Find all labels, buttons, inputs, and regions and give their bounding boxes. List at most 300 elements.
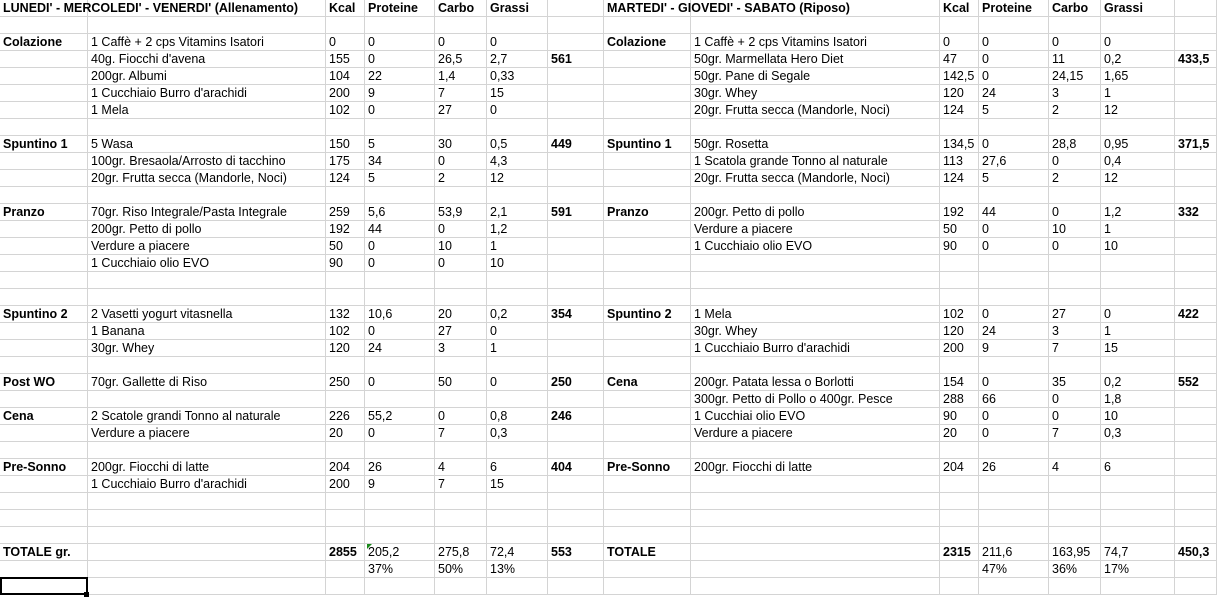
left-fat-cell[interactable]: 2,7: [487, 51, 548, 68]
grid-cell[interactable]: [0, 340, 88, 357]
left-total-protein[interactable]: 205,2: [365, 544, 435, 561]
grid-cell[interactable]: [1175, 323, 1217, 340]
right-food-cell[interactable]: 30gr. Whey: [691, 323, 940, 340]
left-food-cell[interactable]: 2 Scatole grandi Tonno al naturale: [88, 408, 326, 425]
left-carb-cell[interactable]: 30: [435, 136, 487, 153]
left-protein-cell[interactable]: 0: [365, 238, 435, 255]
grid-cell[interactable]: [365, 493, 435, 510]
grid-cell[interactable]: [88, 544, 326, 561]
left-fat-cell[interactable]: 0,8: [487, 408, 548, 425]
right-carb-cell[interactable]: 0: [1049, 408, 1101, 425]
left-food-cell[interactable]: 1 Cucchiaio olio EVO: [88, 255, 326, 272]
left-kcal-cell[interactable]: 200: [326, 476, 365, 493]
grid-cell[interactable]: [1101, 476, 1175, 493]
grid-cell[interactable]: [365, 289, 435, 306]
left-food-cell[interactable]: 70gr. Gallette di Riso: [88, 374, 326, 391]
grid-cell[interactable]: [548, 527, 604, 544]
grid-cell[interactable]: [487, 578, 548, 595]
right-protein-cell[interactable]: 5: [979, 170, 1049, 187]
right-protein-cell[interactable]: 9: [979, 340, 1049, 357]
left-protein-cell[interactable]: 24: [365, 340, 435, 357]
grid-cell[interactable]: [0, 493, 88, 510]
left-protein-cell[interactable]: 0: [365, 102, 435, 119]
grid-cell[interactable]: [1175, 255, 1217, 272]
grid-cell[interactable]: [1175, 153, 1217, 170]
left-fat-cell[interactable]: 0: [487, 34, 548, 51]
grid-cell[interactable]: [691, 442, 940, 459]
grid-cell[interactable]: [604, 527, 691, 544]
right-meal-label[interactable]: Pranzo: [604, 204, 691, 221]
grid-cell[interactable]: [604, 238, 691, 255]
right-kcal-cell[interactable]: 124: [940, 102, 979, 119]
left-food-cell[interactable]: 200gr. Petto di pollo: [88, 221, 326, 238]
grid-cell[interactable]: [1175, 85, 1217, 102]
right-food-cell[interactable]: 200gr. Petto di pollo: [691, 204, 940, 221]
right-carb-cell[interactable]: 2: [1049, 102, 1101, 119]
grid-cell[interactable]: [691, 476, 940, 493]
left-pct-protein[interactable]: 37%: [365, 561, 435, 578]
grid-cell[interactable]: [487, 391, 548, 408]
grid-cell[interactable]: [88, 442, 326, 459]
right-kcal-cell[interactable]: 47: [940, 51, 979, 68]
grid-cell[interactable]: [0, 442, 88, 459]
left-meal-label[interactable]: Spuntino 1: [0, 136, 88, 153]
grid-cell[interactable]: [548, 85, 604, 102]
right-fat-cell[interactable]: 15: [1101, 340, 1175, 357]
right-kcal-cell[interactable]: 90: [940, 408, 979, 425]
left-title-cell[interactable]: LUNEDI' - MERCOLEDI' - VENERDI' (Allenamento): [0, 0, 326, 17]
grid-cell[interactable]: [1175, 0, 1217, 17]
left-kcal-cell[interactable]: 200: [326, 85, 365, 102]
right-pct-carb[interactable]: 36%: [1049, 561, 1101, 578]
grid-cell[interactable]: [365, 187, 435, 204]
grid-cell[interactable]: [604, 391, 691, 408]
grid-cell[interactable]: [365, 527, 435, 544]
grid-cell[interactable]: [691, 357, 940, 374]
left-fat-cell[interactable]: 1,2: [487, 221, 548, 238]
grid-cell[interactable]: [0, 255, 88, 272]
grid-cell[interactable]: [0, 476, 88, 493]
left-fat-cell[interactable]: 0,3: [487, 425, 548, 442]
right-total-carb[interactable]: 163,95: [1049, 544, 1101, 561]
left-protein-cell[interactable]: 0: [365, 51, 435, 68]
right-protein-cell[interactable]: 0: [979, 136, 1049, 153]
left-meal-label[interactable]: Spuntino 2: [0, 306, 88, 323]
left-meal-total-cell[interactable]: 561: [548, 51, 604, 68]
left-fat-cell[interactable]: 4,3: [487, 153, 548, 170]
left-protein-cell[interactable]: 34: [365, 153, 435, 170]
grid-cell[interactable]: [1175, 391, 1217, 408]
grid-cell[interactable]: [435, 493, 487, 510]
fill-handle[interactable]: [84, 592, 89, 597]
right-carb-cell[interactable]: 3: [1049, 323, 1101, 340]
grid-cell[interactable]: [604, 408, 691, 425]
right-carb-cell[interactable]: 10: [1049, 221, 1101, 238]
grid-cell[interactable]: [1101, 119, 1175, 136]
left-carb-cell[interactable]: 3: [435, 340, 487, 357]
grid-cell[interactable]: [0, 391, 88, 408]
left-meal-total-cell[interactable]: 354: [548, 306, 604, 323]
grid-cell[interactable]: [548, 442, 604, 459]
grid-cell[interactable]: [604, 153, 691, 170]
left-carb-cell[interactable]: 1,4: [435, 68, 487, 85]
grid-cell[interactable]: [548, 34, 604, 51]
left-pct-fat[interactable]: 13%: [487, 561, 548, 578]
left-meal-total-cell[interactable]: 246: [548, 408, 604, 425]
left-food-cell[interactable]: 70gr. Riso Integrale/Pasta Integrale: [88, 204, 326, 221]
grid-cell[interactable]: [548, 357, 604, 374]
right-protein-cell[interactable]: 0: [979, 374, 1049, 391]
left-kcal-cell[interactable]: 226: [326, 408, 365, 425]
right-food-cell[interactable]: 50gr. Pane di Segale: [691, 68, 940, 85]
grid-cell[interactable]: [0, 323, 88, 340]
left-kcal-cell[interactable]: 102: [326, 102, 365, 119]
left-total-average[interactable]: 553: [548, 544, 604, 561]
grid-cell[interactable]: [548, 255, 604, 272]
left-meal-label[interactable]: Colazione: [0, 34, 88, 51]
grid-cell[interactable]: [604, 255, 691, 272]
left-total-carb[interactable]: 275,8: [435, 544, 487, 561]
left-kcal-cell[interactable]: 132: [326, 306, 365, 323]
right-header-grassi[interactable]: Grassi: [1101, 0, 1175, 17]
left-carb-cell[interactable]: 0: [435, 34, 487, 51]
grid-cell[interactable]: [326, 510, 365, 527]
grid-cell[interactable]: [1175, 357, 1217, 374]
grid-cell[interactable]: [548, 68, 604, 85]
left-meal-label[interactable]: Post WO: [0, 374, 88, 391]
left-protein-cell[interactable]: 0: [365, 425, 435, 442]
grid-cell[interactable]: [1175, 578, 1217, 595]
left-carb-cell[interactable]: 2: [435, 170, 487, 187]
right-carb-cell[interactable]: 0: [1049, 391, 1101, 408]
grid-cell[interactable]: [1175, 408, 1217, 425]
grid-cell[interactable]: [604, 561, 691, 578]
grid-cell[interactable]: [548, 102, 604, 119]
grid-cell[interactable]: [1175, 493, 1217, 510]
grid-cell[interactable]: [365, 272, 435, 289]
grid-cell[interactable]: [604, 85, 691, 102]
right-header-kcal[interactable]: Kcal: [940, 0, 979, 17]
grid-cell[interactable]: [604, 340, 691, 357]
left-total-label[interactable]: TOTALE gr.: [0, 544, 88, 561]
right-food-cell[interactable]: 1 Mela: [691, 306, 940, 323]
left-carb-cell[interactable]: 7: [435, 85, 487, 102]
right-fat-cell[interactable]: 0,2: [1101, 51, 1175, 68]
right-meal-label[interactable]: Spuntino 2: [604, 306, 691, 323]
right-pct-fat[interactable]: 17%: [1101, 561, 1175, 578]
grid-cell[interactable]: [548, 476, 604, 493]
grid-cell[interactable]: [365, 119, 435, 136]
grid-cell[interactable]: [691, 272, 940, 289]
left-meal-total-cell[interactable]: 591: [548, 204, 604, 221]
left-fat-cell[interactable]: 0,33: [487, 68, 548, 85]
left-kcal-cell[interactable]: 102: [326, 323, 365, 340]
grid-cell[interactable]: [0, 51, 88, 68]
right-carb-cell[interactable]: 0: [1049, 153, 1101, 170]
right-fat-cell[interactable]: 0,2: [1101, 374, 1175, 391]
grid-cell[interactable]: [326, 357, 365, 374]
left-kcal-cell[interactable]: 150: [326, 136, 365, 153]
right-fat-cell[interactable]: 1,8: [1101, 391, 1175, 408]
grid-cell[interactable]: [604, 221, 691, 238]
left-fat-cell[interactable]: 0: [487, 323, 548, 340]
right-food-cell[interactable]: 200gr. Fiocchi di latte: [691, 459, 940, 476]
grid-cell[interactable]: [1101, 187, 1175, 204]
right-kcal-cell[interactable]: 142,5: [940, 68, 979, 85]
grid-cell[interactable]: [548, 323, 604, 340]
grid-cell[interactable]: [548, 493, 604, 510]
left-protein-cell[interactable]: 0: [365, 323, 435, 340]
grid-cell[interactable]: [487, 442, 548, 459]
grid-cell[interactable]: [1049, 442, 1101, 459]
grid-cell[interactable]: [435, 510, 487, 527]
left-protein-cell[interactable]: 26: [365, 459, 435, 476]
grid-cell[interactable]: [326, 289, 365, 306]
right-protein-cell[interactable]: 44: [979, 204, 1049, 221]
grid-cell[interactable]: [548, 510, 604, 527]
grid-cell[interactable]: [604, 442, 691, 459]
left-kcal-cell[interactable]: 259: [326, 204, 365, 221]
grid-cell[interactable]: [979, 476, 1049, 493]
right-protein-cell[interactable]: 26: [979, 459, 1049, 476]
grid-cell[interactable]: [548, 238, 604, 255]
grid-cell[interactable]: [940, 17, 979, 34]
left-carb-cell[interactable]: 10: [435, 238, 487, 255]
left-meal-label[interactable]: Cena: [0, 408, 88, 425]
grid-cell[interactable]: [1101, 510, 1175, 527]
grid-cell[interactable]: [1175, 476, 1217, 493]
grid-cell[interactable]: [487, 272, 548, 289]
right-food-cell[interactable]: 30gr. Whey: [691, 85, 940, 102]
grid-cell[interactable]: [1175, 187, 1217, 204]
grid-cell[interactable]: [979, 357, 1049, 374]
right-protein-cell[interactable]: 0: [979, 221, 1049, 238]
grid-cell[interactable]: [548, 425, 604, 442]
grid-cell[interactable]: [365, 510, 435, 527]
grid-cell[interactable]: [88, 391, 326, 408]
left-kcal-cell[interactable]: 90: [326, 255, 365, 272]
grid-cell[interactable]: [940, 527, 979, 544]
grid-cell[interactable]: [1049, 527, 1101, 544]
grid-cell[interactable]: [0, 170, 88, 187]
right-carb-cell[interactable]: 0: [1049, 34, 1101, 51]
grid-cell[interactable]: [0, 272, 88, 289]
right-kcal-cell[interactable]: 200: [940, 340, 979, 357]
right-fat-cell[interactable]: 0,3: [1101, 425, 1175, 442]
left-protein-cell[interactable]: 9: [365, 85, 435, 102]
grid-cell[interactable]: [365, 357, 435, 374]
grid-cell[interactable]: [548, 561, 604, 578]
right-protein-cell[interactable]: 0: [979, 68, 1049, 85]
grid-cell[interactable]: [1175, 527, 1217, 544]
grid-cell[interactable]: [326, 442, 365, 459]
grid-cell[interactable]: [1175, 17, 1217, 34]
grid-cell[interactable]: [1175, 221, 1217, 238]
grid-cell[interactable]: [548, 391, 604, 408]
grid-cell[interactable]: [940, 476, 979, 493]
left-food-cell[interactable]: 1 Cucchiaio Burro d'arachidi: [88, 476, 326, 493]
grid-cell[interactable]: [487, 357, 548, 374]
left-kcal-cell[interactable]: 204: [326, 459, 365, 476]
grid-cell[interactable]: [0, 221, 88, 238]
grid-cell[interactable]: [548, 0, 604, 17]
left-fat-cell[interactable]: 10: [487, 255, 548, 272]
grid-cell[interactable]: [604, 289, 691, 306]
right-food-cell[interactable]: 1 Cucchiaio Burro d'arachidi: [691, 340, 940, 357]
right-header-carbo[interactable]: Carbo: [1049, 0, 1101, 17]
grid-cell[interactable]: [88, 493, 326, 510]
left-protein-cell[interactable]: 10,6: [365, 306, 435, 323]
right-carb-cell[interactable]: 0: [1049, 238, 1101, 255]
left-food-cell[interactable]: 200gr. Fiocchi di latte: [88, 459, 326, 476]
grid-cell[interactable]: [1101, 442, 1175, 459]
left-protein-cell[interactable]: 22: [365, 68, 435, 85]
grid-cell[interactable]: [1175, 102, 1217, 119]
grid-cell[interactable]: [1049, 187, 1101, 204]
right-pct-protein[interactable]: 47%: [979, 561, 1049, 578]
right-meal-label[interactable]: Cena: [604, 374, 691, 391]
left-fat-cell[interactable]: 1: [487, 340, 548, 357]
grid-cell[interactable]: [548, 119, 604, 136]
grid-cell[interactable]: [604, 119, 691, 136]
grid-cell[interactable]: [548, 578, 604, 595]
right-total-fat[interactable]: 74,7: [1101, 544, 1175, 561]
left-food-cell[interactable]: 40g. Fiocchi d'avena: [88, 51, 326, 68]
grid-cell[interactable]: [0, 17, 88, 34]
grid-cell[interactable]: [548, 289, 604, 306]
right-carb-cell[interactable]: 11: [1049, 51, 1101, 68]
grid-cell[interactable]: [326, 391, 365, 408]
right-fat-cell[interactable]: 1,65: [1101, 68, 1175, 85]
right-meal-label[interactable]: Colazione: [604, 34, 691, 51]
left-protein-cell[interactable]: 0: [365, 34, 435, 51]
grid-cell[interactable]: [0, 289, 88, 306]
right-protein-cell[interactable]: 0: [979, 34, 1049, 51]
grid-cell[interactable]: [940, 187, 979, 204]
grid-cell[interactable]: [604, 578, 691, 595]
grid-cell[interactable]: [604, 476, 691, 493]
left-fat-cell[interactable]: 12: [487, 170, 548, 187]
left-carb-cell[interactable]: 27: [435, 323, 487, 340]
left-kcal-cell[interactable]: 250: [326, 374, 365, 391]
grid-cell[interactable]: [940, 442, 979, 459]
grid-cell[interactable]: [326, 561, 365, 578]
right-carb-cell[interactable]: 0: [1049, 204, 1101, 221]
grid-cell[interactable]: [940, 510, 979, 527]
grid-cell[interactable]: [940, 357, 979, 374]
left-meal-label[interactable]: Pranzo: [0, 204, 88, 221]
right-protein-cell[interactable]: 66: [979, 391, 1049, 408]
grid-cell[interactable]: [691, 187, 940, 204]
right-food-cell[interactable]: 20gr. Frutta secca (Mandorle, Noci): [691, 102, 940, 119]
grid-cell[interactable]: [435, 442, 487, 459]
grid-cell[interactable]: [1175, 425, 1217, 442]
grid-cell[interactable]: [979, 510, 1049, 527]
right-meal-total-cell[interactable]: 371,5: [1175, 136, 1217, 153]
grid-cell[interactable]: [1175, 289, 1217, 306]
grid-cell[interactable]: [88, 289, 326, 306]
grid-cell[interactable]: [0, 527, 88, 544]
right-carb-cell[interactable]: 2: [1049, 170, 1101, 187]
grid-cell[interactable]: [604, 102, 691, 119]
grid-cell[interactable]: [1049, 17, 1101, 34]
grid-cell[interactable]: [604, 17, 691, 34]
right-fat-cell[interactable]: 1: [1101, 85, 1175, 102]
grid-cell[interactable]: [979, 578, 1049, 595]
grid-cell[interactable]: [979, 493, 1049, 510]
left-carb-cell[interactable]: 4: [435, 459, 487, 476]
grid-cell[interactable]: [0, 510, 88, 527]
right-total-kcal[interactable]: 2315: [940, 544, 979, 561]
left-food-cell[interactable]: 5 Wasa: [88, 136, 326, 153]
right-kcal-cell[interactable]: 154: [940, 374, 979, 391]
right-meal-total-cell[interactable]: 332: [1175, 204, 1217, 221]
left-food-cell[interactable]: 2 Vasetti yogurt vitasnella: [88, 306, 326, 323]
grid-cell[interactable]: [0, 425, 88, 442]
left-kcal-cell[interactable]: 192: [326, 221, 365, 238]
grid-cell[interactable]: [979, 272, 1049, 289]
right-fat-cell[interactable]: 0,95: [1101, 136, 1175, 153]
grid-cell[interactable]: [548, 170, 604, 187]
grid-cell[interactable]: [604, 510, 691, 527]
grid-cell[interactable]: [604, 493, 691, 510]
right-fat-cell[interactable]: 10: [1101, 408, 1175, 425]
grid-cell[interactable]: [1049, 476, 1101, 493]
grid-cell[interactable]: [435, 527, 487, 544]
left-total-fat[interactable]: 72,4: [487, 544, 548, 561]
left-kcal-cell[interactable]: 50: [326, 238, 365, 255]
grid-cell[interactable]: [691, 510, 940, 527]
right-protein-cell[interactable]: 0: [979, 51, 1049, 68]
grid-cell[interactable]: [1101, 17, 1175, 34]
grid-cell[interactable]: [548, 153, 604, 170]
right-food-cell[interactable]: 300gr. Petto di Pollo o 400gr. Pesce: [691, 391, 940, 408]
grid-cell[interactable]: [548, 187, 604, 204]
left-protein-cell[interactable]: 0: [365, 255, 435, 272]
grid-cell[interactable]: [1175, 510, 1217, 527]
right-food-cell[interactable]: 20gr. Frutta secca (Mandorle, Noci): [691, 170, 940, 187]
left-protein-cell[interactable]: 5,6: [365, 204, 435, 221]
right-kcal-cell[interactable]: 288: [940, 391, 979, 408]
grid-cell[interactable]: [548, 221, 604, 238]
left-fat-cell[interactable]: 15: [487, 476, 548, 493]
grid-cell[interactable]: [548, 272, 604, 289]
grid-cell[interactable]: [0, 561, 88, 578]
right-protein-cell[interactable]: 24: [979, 85, 1049, 102]
left-food-cell[interactable]: 100gr. Bresaola/Arrosto di tacchino: [88, 153, 326, 170]
left-carb-cell[interactable]: 27: [435, 102, 487, 119]
grid-cell[interactable]: [487, 289, 548, 306]
left-total-kcal[interactable]: 2855: [326, 544, 365, 561]
grid-cell[interactable]: [979, 289, 1049, 306]
left-carb-cell[interactable]: 53,9: [435, 204, 487, 221]
right-meal-total-cell[interactable]: 422: [1175, 306, 1217, 323]
right-fat-cell[interactable]: 10: [1101, 238, 1175, 255]
grid-cell[interactable]: [88, 119, 326, 136]
grid-cell[interactable]: [1049, 493, 1101, 510]
grid-cell[interactable]: [1175, 68, 1217, 85]
right-food-cell[interactable]: 50gr. Rosetta: [691, 136, 940, 153]
grid-cell[interactable]: [0, 153, 88, 170]
grid-cell[interactable]: [1049, 289, 1101, 306]
grid-cell[interactable]: [940, 272, 979, 289]
right-protein-cell[interactable]: 0: [979, 408, 1049, 425]
grid-cell[interactable]: [604, 272, 691, 289]
grid-cell[interactable]: [604, 425, 691, 442]
left-food-cell[interactable]: 1 Mela: [88, 102, 326, 119]
left-food-cell[interactable]: 30gr. Whey: [88, 340, 326, 357]
right-fat-cell[interactable]: 6: [1101, 459, 1175, 476]
